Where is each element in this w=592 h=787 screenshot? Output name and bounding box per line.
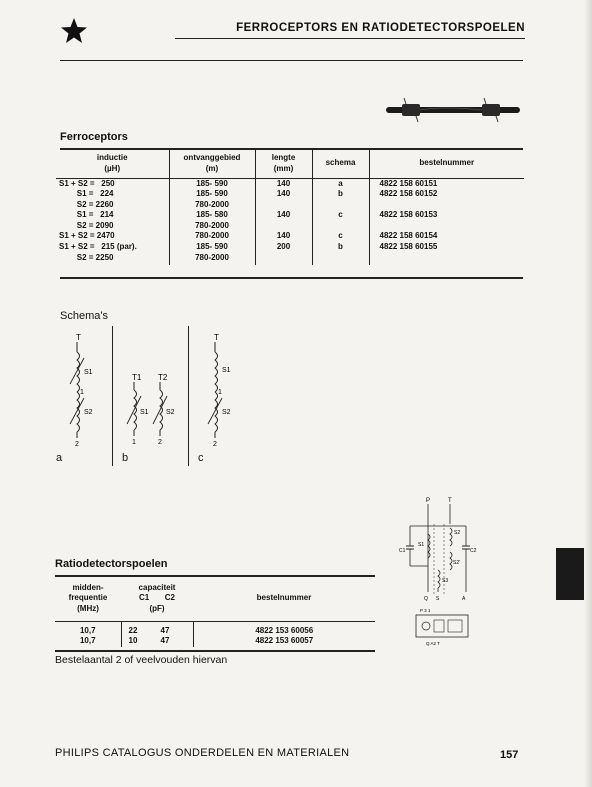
cell-ontvanggebied: 780-2000 xyxy=(169,231,255,242)
schema-c-S1: S1 xyxy=(222,367,231,374)
cell-c2: 47 xyxy=(160,636,170,646)
star-icon xyxy=(60,18,88,44)
cell-c2: 47 xyxy=(160,625,170,635)
table-row xyxy=(56,178,524,189)
rd-S2: S2 xyxy=(454,530,461,536)
schema-b-S1: S1 xyxy=(140,409,149,416)
cell-bestelnummer xyxy=(369,253,524,266)
header-schema: schema xyxy=(325,158,356,168)
cell-lengte: 140 xyxy=(255,178,312,189)
ferroceptors-bottom-rule xyxy=(60,277,523,279)
rd-S3: S3 xyxy=(442,578,449,584)
cell-capaciteit xyxy=(121,636,193,647)
col-capaciteit xyxy=(121,577,193,621)
header-midden: midden- xyxy=(72,582,104,592)
cell-ontvanggebied: 780-2000 xyxy=(169,221,255,232)
header-ontvanggebied: ontvanggebied xyxy=(183,153,241,163)
cell-bestelnummer: 4822 158 60152 xyxy=(369,189,524,200)
cell-schema xyxy=(312,200,369,211)
cell-inductie: S1 + S2 = 2470 xyxy=(59,231,115,241)
cell-c1: 10 xyxy=(128,636,138,646)
rd-C2: C2 xyxy=(470,548,477,554)
col-ratio-bestelnummer xyxy=(193,577,375,621)
schema-c-letter: c xyxy=(198,452,204,464)
schema-b-end1: 1 xyxy=(132,439,136,446)
schemas-heading: Schema's xyxy=(60,310,108,322)
cell-lengte: 200 xyxy=(255,242,312,253)
ratio-table xyxy=(55,577,375,647)
cell-ratio-bestelnummer: 4822 153 60056 xyxy=(255,625,314,635)
cell-ontvanggebied: 185- 590 xyxy=(169,189,255,200)
page-edge-shadow xyxy=(584,0,592,787)
schema-b-diagram xyxy=(120,372,180,448)
title-rule xyxy=(175,38,525,39)
page-title: FERROCEPTORS EN RATIODETECTORSPOELEN xyxy=(236,22,525,34)
schema-a-S2: S2 xyxy=(84,409,93,416)
cell-ontvanggebied: 185- 590 xyxy=(169,242,255,253)
cell-lengte: 140 xyxy=(255,231,312,242)
cell-ontvanggebied: 780-2000 xyxy=(169,200,255,211)
cell-ontvanggebied: 185- 590 xyxy=(169,178,255,189)
cell-frequentie: 10,7 xyxy=(79,636,96,646)
rd-T: T xyxy=(448,498,452,504)
cell-lengte xyxy=(255,253,312,266)
schema-a-end: 2 xyxy=(75,441,79,448)
schema-divider-2 xyxy=(188,326,189,466)
ratio-header-row xyxy=(55,577,375,621)
col-bestelnummer xyxy=(369,150,524,178)
ratio-table-body xyxy=(55,621,375,647)
schema-c-T: T xyxy=(214,333,219,342)
ratio-heading: Ratiodetectorspoelen xyxy=(55,558,168,570)
table-row xyxy=(56,210,524,221)
header-capaciteit: capaciteit xyxy=(138,582,176,592)
ferroceptors-table xyxy=(56,150,524,265)
cell-inductie: S2 = 2090 xyxy=(59,220,114,230)
schema-c-S2: S2 xyxy=(222,409,231,416)
cell-inductie: S1 = 214 xyxy=(59,210,114,220)
schema-b-T1: T1 xyxy=(132,373,142,382)
rd-S1: S1 xyxy=(418,542,425,548)
header-bestelnummer: bestelnummer xyxy=(419,158,475,168)
cell-ontvanggebied: 780-2000 xyxy=(169,253,255,266)
cell-bestelnummer xyxy=(369,221,524,232)
header-inductie-unit: (µH) xyxy=(104,163,121,173)
col-schema xyxy=(312,150,369,178)
schema-c-mid: 1 xyxy=(218,389,222,396)
ratiodetector-circuit-diagram xyxy=(396,494,486,654)
table-row xyxy=(56,189,524,200)
cell-schema: b xyxy=(312,242,369,253)
header-c1: C1 xyxy=(138,593,150,603)
rd-S2p: S2' xyxy=(453,560,461,566)
cell-lengte: 140 xyxy=(255,189,312,200)
schema-a-T: T xyxy=(76,333,81,342)
cell-ratio-bestelnummer: 4822 153 60057 xyxy=(255,636,314,646)
col-frequentie xyxy=(55,577,121,621)
cell-inductie: S1 = 224 xyxy=(59,189,114,199)
ferroceptors-heading: Ferroceptors xyxy=(60,131,128,143)
rd-bottom-bot: Q A2 T xyxy=(426,641,440,646)
cell-bestelnummer: 4822 158 60154 xyxy=(369,231,524,242)
table-row xyxy=(56,221,524,232)
cell-schema: c xyxy=(312,231,369,242)
header-c2: C2 xyxy=(164,593,176,603)
schema-a-diagram xyxy=(62,332,102,450)
col-lengte xyxy=(255,150,312,178)
rd-S: S xyxy=(436,596,440,602)
schema-b-letter: b xyxy=(122,452,129,464)
header-divider xyxy=(60,60,523,61)
cell-lengte xyxy=(255,221,312,232)
header-lengte: lengte xyxy=(271,153,296,163)
table-row xyxy=(56,253,524,266)
schema-c-diagram xyxy=(200,332,240,450)
header-lengte-unit: (mm) xyxy=(273,163,294,173)
schema-b-S2: S2 xyxy=(166,409,175,416)
schema-b-T2: T2 xyxy=(158,373,168,382)
header-ratio-bestelnummer: bestelnummer xyxy=(256,593,312,603)
ratio-bottom-rule xyxy=(55,650,375,652)
col-inductie xyxy=(56,150,169,178)
cell-frequentie: 10,7 xyxy=(79,625,96,635)
table-row xyxy=(56,231,524,242)
cell-capaciteit xyxy=(121,621,193,636)
schema-b-end2: 2 xyxy=(158,439,162,446)
header-ontvanggebied-unit: (m) xyxy=(205,163,219,173)
table-row xyxy=(55,636,375,647)
cell-bestelnummer: 4822 158 60151 xyxy=(369,178,524,189)
cell-c1: 22 xyxy=(128,625,138,635)
header-mhz: (MHz) xyxy=(77,604,99,614)
schema-divider-1 xyxy=(112,326,113,466)
schema-a-mid: 1 xyxy=(80,389,84,396)
schema-c-end: 2 xyxy=(213,441,217,448)
cell-bestelnummer xyxy=(369,200,524,211)
order-quantity-note: Bestelaantal 2 of veelvouden hiervan xyxy=(55,654,228,666)
rd-bottom-top: P 3 1 xyxy=(420,608,431,613)
table-header-row xyxy=(56,150,524,178)
ferroceptor-rod-image xyxy=(384,96,522,124)
rd-A: A xyxy=(462,596,466,602)
schema-a-S1: S1 xyxy=(84,369,93,376)
cell-schema: b xyxy=(312,189,369,200)
cell-inductie: S2 = 2260 xyxy=(59,199,114,209)
rd-P: P xyxy=(426,498,431,504)
cell-ontvanggebied: 185- 580 xyxy=(169,210,255,221)
ferroceptors-table-body xyxy=(56,178,524,265)
footer-catalog-title: PHILIPS CATALOGUS ONDERDELEN EN MATERIALEN xyxy=(55,747,350,759)
rd-Q: Q xyxy=(424,596,428,602)
schema-a-letter: a xyxy=(56,452,63,464)
col-ontvanggebied xyxy=(169,150,255,178)
table-row xyxy=(56,242,524,253)
cell-inductie: S1 + S2 = 250 xyxy=(59,178,115,188)
cell-lengte: 140 xyxy=(255,210,312,221)
page-number: 157 xyxy=(500,749,519,761)
header-inductie: inductie xyxy=(96,153,128,163)
cell-bestelnummer: 4822 158 60155 xyxy=(369,242,524,253)
table-row xyxy=(56,200,524,211)
cell-inductie: S1 + S2 = 215 (par). xyxy=(59,242,137,252)
cell-schema: c xyxy=(312,210,369,221)
header-pf: (pF) xyxy=(149,604,165,614)
cell-lengte xyxy=(255,200,312,211)
table-row xyxy=(55,621,375,636)
cell-schema: a xyxy=(312,178,369,189)
cell-schema xyxy=(312,221,369,232)
cell-inductie: S2 = 2250 xyxy=(59,252,114,262)
cell-bestelnummer: 4822 158 60153 xyxy=(369,210,524,221)
header-frequentie: frequentie xyxy=(68,593,108,603)
cell-schema xyxy=(312,253,369,266)
rd-C1: C1 xyxy=(399,548,406,554)
